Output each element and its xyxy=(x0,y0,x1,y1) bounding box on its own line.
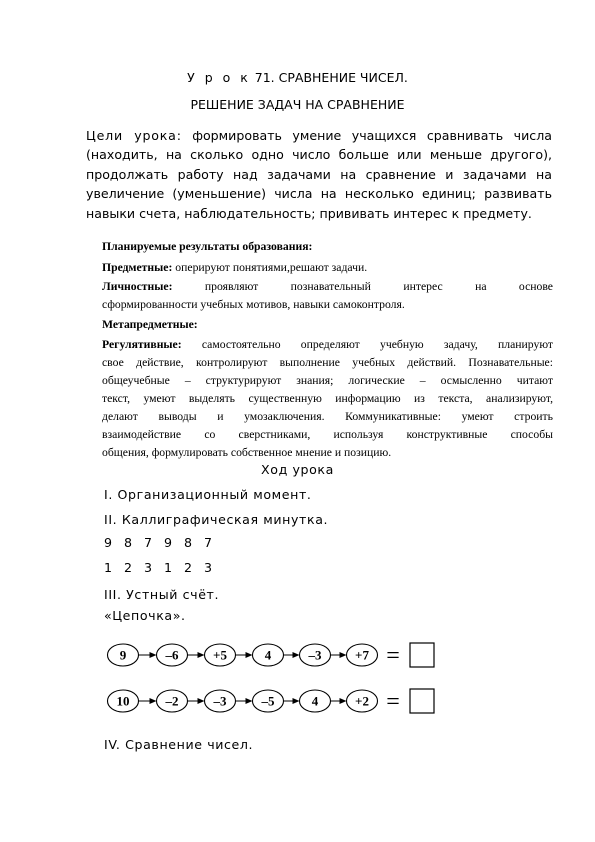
digit: 1 xyxy=(164,560,173,575)
digit: 2 xyxy=(124,560,133,575)
chain-node-label: –5 xyxy=(261,693,275,709)
chain-node-label: 10 xyxy=(116,693,130,709)
personal-results-line2: сформированности учебных мотивов, навыки самоконтроля. xyxy=(102,298,405,311)
digit: 7 xyxy=(144,535,153,550)
meta-heading: Метапредметные: xyxy=(102,318,198,331)
chain-node-label: –2 xyxy=(165,693,179,709)
subject-text: оперируют понятиями,решают задачи. xyxy=(172,261,368,274)
chain-node-label: –3 xyxy=(308,647,322,663)
lesson-progress-heading: Ход урока xyxy=(261,462,334,477)
lesson-word: У р о к xyxy=(187,70,251,85)
section-organizational: I. Организационный момент. xyxy=(104,487,312,502)
regulatory-text: самостоятельно определяют учебную задачу, планируют xyxy=(181,338,553,351)
digit: 8 xyxy=(184,535,193,550)
personal-text: проявляют познавательный интерес на основе xyxy=(172,280,553,293)
chain-row-1 xyxy=(108,643,435,669)
lesson-subtitle: РЕШЕНИЕ ЗАДАЧ НА СРАВНЕНИЕ xyxy=(190,97,405,112)
chain-row-2 xyxy=(108,689,435,715)
digit: 7 xyxy=(204,535,213,550)
chain-title: «Цепочка». xyxy=(104,608,186,623)
chain-node-label: –3 xyxy=(213,693,227,709)
section-calligraphy: II. Каллиграфическая минутка. xyxy=(104,512,329,527)
digit: 1 xyxy=(104,560,113,575)
personal-label: Личностные: xyxy=(102,280,173,293)
meta-line6: взаимодействие со сверстниками, используя конструктивные способы xyxy=(102,428,553,441)
chain-node-label: 4 xyxy=(311,693,319,709)
meta-line2: свое действие, контролируют выполнение учебных действий. Познавательные: xyxy=(102,356,553,369)
meta-line7: общения, формулировать собственное мнение и позицию. xyxy=(102,446,392,459)
digit: 3 xyxy=(204,560,213,575)
digit: 8 xyxy=(124,535,133,550)
chain-node-label: 4 xyxy=(264,647,272,663)
subject-label: Предметные: xyxy=(102,261,173,274)
regulatory-label: Регулятивные: xyxy=(102,338,182,351)
answer-box[interactable] xyxy=(410,643,434,667)
section-comparison: IV. Сравнение чисел. xyxy=(104,737,254,752)
equals-sign: = xyxy=(386,643,400,669)
answer-box[interactable] xyxy=(410,689,434,713)
chain-node-label: +7 xyxy=(355,647,369,663)
section-mental-math: III. Устный счёт. xyxy=(104,587,220,602)
goals-text: формировать умение учащихся сравнивать числа (находить, на сколько одно число больше или меньше другого), продолжать работу над задачами на сравнение и задачами на увеличение (уменьшение) числа на несколько единиц; развивать навыки счета, наблюдательность; прививать интерес к предмету. xyxy=(86,128,552,221)
chain-node-label: –6 xyxy=(165,647,179,663)
chain-node-label: 9 xyxy=(119,647,127,663)
meta-line3: общеучебные – структурируют знания; логические – осмысленно читают xyxy=(102,374,553,387)
chain-node-label: +5 xyxy=(213,647,227,663)
lesson-title-rest: 71. СРАВНЕНИЕ ЧИСЕЛ. xyxy=(250,70,408,85)
digit: 2 xyxy=(184,560,193,575)
digit: 3 xyxy=(144,560,153,575)
equals-sign: = xyxy=(386,689,400,715)
digit: 9 xyxy=(104,535,113,550)
results-heading: Планируемые результаты образования: xyxy=(102,240,313,253)
meta-line5: делают выводы и умозаключения. Коммуникативные: умеют строить xyxy=(102,410,553,423)
digit: 9 xyxy=(164,535,173,550)
meta-line4: текст, умеют выделять существенную информацию из текста, анализируют, xyxy=(102,392,553,405)
goals-label: Цели урока: xyxy=(86,128,182,143)
chain-node-label: +2 xyxy=(355,693,369,709)
